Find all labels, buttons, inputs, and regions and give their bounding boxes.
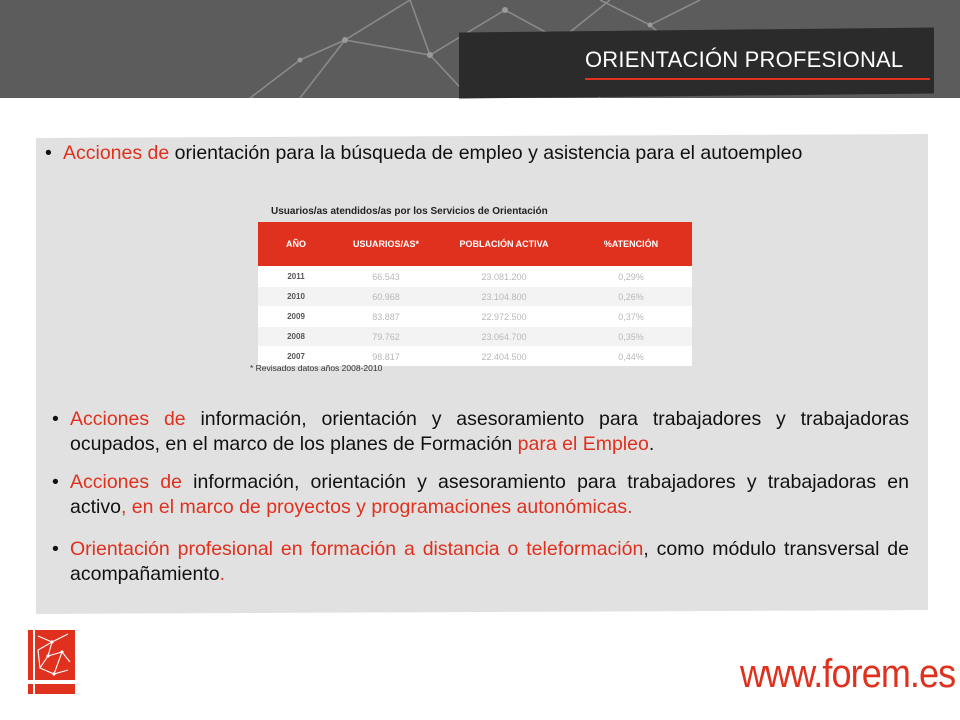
bullet-text: .	[648, 433, 655, 455]
title-underline	[585, 78, 930, 80]
bullet-marker: •	[52, 408, 59, 430]
bullet-teleformacion	[52, 537, 909, 587]
bullet-marker: •	[45, 142, 52, 164]
cell-poblacion: 22.404.500	[438, 347, 570, 367]
forem-ccoo-logo	[28, 630, 76, 710]
cell-poblacion: 23.104.800	[438, 287, 570, 307]
orientation-users-table	[258, 222, 692, 366]
column-header-poblacion-activa: POBLACIÓN ACTIVA	[438, 222, 570, 267]
cell-atencion: 0,37%	[570, 307, 692, 327]
bullet-marker: •	[52, 538, 59, 560]
bullet-highlight: Acciones de	[70, 408, 186, 430]
table-row	[258, 287, 692, 307]
cell-year: 2010	[258, 287, 334, 307]
cell-poblacion: 22.972.500	[438, 307, 570, 327]
cell-year: 2009	[258, 307, 334, 327]
bullet-text: , como módulo transversal de acompañamiento	[70, 538, 909, 585]
bullet-highlight: Acciones de	[63, 142, 170, 164]
cell-poblacion: 23.064.700	[438, 327, 570, 347]
cell-atencion: 0,35%	[570, 327, 692, 347]
bullet-marker: •	[52, 471, 59, 493]
cell-year: 2008	[258, 327, 334, 347]
bullet-text: orientación para la búsqueda de empleo y asistencia para el autoempleo	[169, 142, 803, 164]
bullet-text: información, orientación y asesoramiento para trabajadores y trabajadoras ocupados, en el marco de los planes de Formación	[70, 408, 910, 455]
cell-usuarios: 83.887	[334, 307, 438, 327]
column-header-usuarios: USUARIOS/AS*	[334, 222, 438, 267]
table-row	[258, 327, 692, 347]
cell-usuarios: 79.762	[334, 327, 438, 347]
cell-usuarios: 98.817	[334, 347, 438, 367]
bullet-highlight: para el Empleo	[517, 433, 649, 455]
table-row	[258, 267, 692, 287]
bullet-text: información, orientación y asesoramiento para trabajadores y trabajadoras en activo	[70, 471, 909, 518]
table-header-row	[258, 222, 692, 267]
cell-atencion: 0,26%	[570, 287, 692, 307]
column-header-ano: AÑO	[258, 222, 334, 267]
bullet-ocupados	[52, 407, 910, 457]
bullet-orientacion-empleo	[45, 141, 909, 166]
page-title: ORIENTACIÓN PROFESIONAL	[585, 47, 904, 72]
table-footnote: * Revisados datos años 2008-2010	[250, 363, 383, 373]
table-row	[258, 307, 692, 327]
bullet-highlight: .	[219, 563, 226, 585]
bullet-en-activo	[52, 470, 909, 520]
cell-usuarios: 60.968	[334, 287, 438, 307]
cell-year: 2007	[258, 347, 334, 367]
bullet-highlight: Acciones de	[70, 471, 182, 493]
cell-atencion: 0,44%	[570, 347, 692, 367]
bullet-highlight: Orientación profesional en formación a distancia o teleformación	[70, 538, 644, 560]
table-caption: Usuarios/as atendidos/as por los Servicios de Orientación	[271, 206, 548, 217]
cell-usuarios: 66.543	[334, 267, 438, 287]
column-header-atencion: %ATENCIÓN	[570, 222, 692, 267]
website-url[interactable]: www.forem.es	[740, 652, 956, 696]
cell-atencion: 0,29%	[570, 267, 692, 287]
cell-year: 2011	[258, 267, 334, 287]
cell-poblacion: 23.081.200	[438, 267, 570, 287]
bullet-highlight: , en el marco de proyectos y programaciones autonómicas.	[120, 496, 633, 518]
